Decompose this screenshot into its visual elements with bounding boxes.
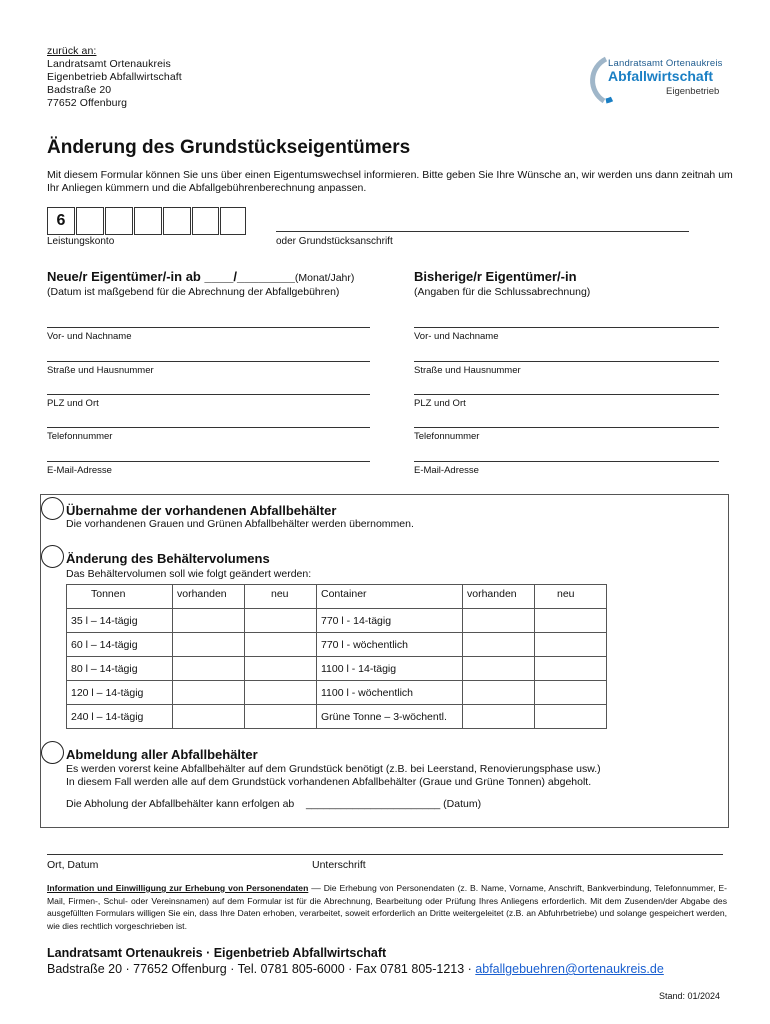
address-label: oder Grundstücksanschrift — [276, 236, 393, 247]
new-cell[interactable] — [535, 633, 607, 657]
volume-table — [66, 584, 607, 729]
new-phone-line[interactable] — [47, 427, 370, 428]
existing-cell[interactable] — [463, 657, 535, 681]
privacy-text: Die Erhebung von Personendaten (z. B. Name, Vorname, Anschrift, Bankverbindung, Telefonnummer, E-Mail, Firmen-, Schul- oder Vereinsnamen) auf dem Formular ist für die Abrechnung, Bearbeitung oder Prüfung Ihres Anliegens erforderlich. Mit dem Zusenden/der Abgabe des ausgefüllten Formulars willigen Sie ein, dass Ihre Daten erhoben, verarbeitet, soweit erforderlich an Dritte weitergeleitet (z.B. an Abfuhrbetriebe) und solange gespeichert werden, wie dies rechtlich vorgeschrieben ist. — [47, 883, 728, 931]
return-label: zurück an: — [47, 45, 97, 57]
konto-digit-1[interactable]: 6 — [47, 207, 75, 235]
sender-line: Landratsamt Ortenaukreis — [47, 58, 171, 70]
new-owner-heading-text: Neue/r Eigentümer/-in ab ____/________ — [47, 269, 295, 284]
old-street-label: Straße und Hausnummer — [414, 365, 521, 376]
old-email-label: E-Mail-Adresse — [414, 465, 479, 476]
container-cell: 770 l - 14-tägig — [317, 609, 463, 633]
signature-line[interactable] — [47, 854, 723, 855]
option-volume-radio[interactable] — [41, 545, 64, 568]
table-row — [67, 705, 607, 729]
konto-digit-box[interactable] — [163, 207, 191, 235]
signature-label: Unterschrift — [312, 859, 366, 871]
existing-cell[interactable] — [463, 681, 535, 705]
new-owner-subheading: (Datum ist maßgebend für die Abrechnung der Abfallgebühren) — [47, 286, 340, 298]
sender-line: 77652 Offenburg — [47, 97, 128, 109]
header-cell: Container — [317, 585, 463, 609]
bin-cell: 35 l – 14-tägig — [67, 609, 173, 633]
address-input-line[interactable] — [276, 231, 689, 232]
header-cell: neu — [245, 585, 317, 609]
footer-contact: Badstraße 20 · 77652 Offenburg · Tel. 0781 805-6000 · Fax 0781 805-1213 · — [47, 962, 476, 976]
old-city-label: PLZ und Ort — [414, 398, 466, 409]
existing-cell[interactable] — [463, 705, 535, 729]
bin-cell: 240 l – 14-tägig — [67, 705, 173, 729]
new-phone-label: Telefonnummer — [47, 431, 113, 442]
new-name-label: Vor- und Nachname — [47, 331, 132, 342]
option-takeover-title: Übernahme der vorhandenen Abfallbehälter — [66, 503, 337, 518]
new-cell[interactable] — [245, 609, 317, 633]
option-takeover-desc: Die vorhandenen Grauen und Grünen Abfallbehälter werden übernommen. — [66, 518, 414, 530]
privacy-dash: –– — [308, 883, 324, 893]
existing-cell[interactable] — [173, 681, 245, 705]
existing-cell[interactable] — [463, 609, 535, 633]
konto-digit-box[interactable] — [220, 207, 246, 235]
new-city-label: PLZ und Ort — [47, 398, 99, 409]
option-deregister-radio[interactable] — [41, 741, 64, 764]
page-title: Änderung des Grundstückseigentümers — [47, 137, 411, 158]
sender-line: Badstraße 20 — [47, 84, 112, 96]
option-deregister-title: Abmeldung aller Abfallbehälter — [66, 747, 258, 762]
bin-cell: 60 l – 14-tägig — [67, 633, 173, 657]
old-owner-heading: Bisherige/r Eigentümer/-in — [414, 269, 577, 284]
old-email-line[interactable] — [414, 461, 719, 462]
container-cell: 1100 l - wöchentlich — [317, 681, 463, 705]
pickup-date-row — [66, 798, 481, 811]
bin-cell: 80 l – 14-tägig — [67, 657, 173, 681]
old-phone-label: Telefonnummer — [414, 431, 480, 442]
konto-digit-box[interactable] — [105, 207, 133, 235]
new-email-label: E-Mail-Adresse — [47, 465, 112, 476]
old-name-line[interactable] — [414, 327, 719, 328]
sender-line: Eigenbetrieb Abfallwirtschaft — [47, 71, 182, 83]
footer-heading: Landratsamt Ortenaukreis · Eigenbetrieb Abfallwirtschaft — [47, 946, 387, 960]
month-year-hint: (Monat/Jahr) — [294, 272, 355, 284]
sender-address — [47, 45, 182, 110]
old-owner-subheading: (Angaben für die Schlussabrechnung) — [414, 286, 591, 298]
existing-cell[interactable] — [173, 705, 245, 729]
konto-label: Leistungskonto — [47, 236, 115, 247]
table-row — [67, 633, 607, 657]
new-cell[interactable] — [245, 633, 317, 657]
option-volume-desc: Das Behältervolumen soll wie folgt geändert werden: — [66, 568, 312, 580]
konto-digit-box[interactable] — [192, 207, 219, 235]
table-row — [67, 681, 607, 705]
bin-cell: 120 l – 14-tägig — [67, 681, 173, 705]
header-cell: neu — [535, 585, 607, 609]
logo-line-2: Abfallwirtschaft — [608, 68, 714, 84]
table-header-row — [67, 585, 607, 609]
new-cell[interactable] — [535, 681, 607, 705]
new-cell[interactable] — [245, 657, 317, 681]
pickup-label: Die Abholung der Abfallbehälter kann erfolgen ab — [66, 798, 295, 810]
new-cell[interactable] — [245, 705, 317, 729]
new-cell[interactable] — [535, 705, 607, 729]
new-email-line[interactable] — [47, 461, 370, 462]
existing-cell[interactable] — [173, 609, 245, 633]
container-cell: 1100 l - 14-tägig — [317, 657, 463, 681]
table-row — [67, 609, 607, 633]
new-cell[interactable] — [245, 681, 317, 705]
old-street-line[interactable] — [414, 361, 719, 362]
intro-text: Mit diesem Formular können Sie uns über einen Eigentumswechsel informieren. Bitte geben Sie Ihre Wünsche an, wir werden uns dann zeitnah um Ihr Anliegen kümmern und die Abfallgebührenberechnung anpassen. — [47, 169, 733, 194]
new-street-line[interactable] — [47, 361, 370, 362]
header-cell: vorhanden — [463, 585, 535, 609]
old-phone-line[interactable] — [414, 427, 719, 428]
place-date-label: Ort, Datum — [47, 859, 99, 871]
old-city-line[interactable] — [414, 394, 719, 395]
container-cell: 770 l - wöchentlich — [317, 633, 463, 657]
table-row — [67, 657, 607, 681]
new-city-line[interactable] — [47, 394, 370, 395]
option-volume-title: Änderung des Behältervolumens — [66, 551, 270, 566]
header-cell: Tonnen — [67, 585, 173, 609]
footer-address — [47, 962, 664, 976]
new-street-label: Straße und Hausnummer — [47, 365, 154, 376]
email-link[interactable]: abfallgebuehren@ortenaukreis.de — [475, 962, 664, 976]
new-name-line[interactable] — [47, 327, 370, 328]
existing-cell[interactable] — [173, 657, 245, 681]
privacy-info — [47, 882, 727, 932]
logo-line-3: Eigenbetrieb — [666, 86, 720, 97]
new-owner-heading — [47, 269, 354, 284]
new-cell[interactable] — [535, 657, 607, 681]
option-deregister-desc-1: Es werden vorerst keine Abfallbehälter auf dem Grundstück benötigt (z.B. bei Leerstand, Renovierungsphase usw.) — [66, 763, 601, 775]
new-cell[interactable] — [535, 609, 607, 633]
option-deregister-desc-2: In diesem Fall werden alle auf dem Grundstück vorhandenen Abfallbehälter (Graue und Grüne Tonnen) abgeholt. — [66, 776, 592, 788]
old-name-label: Vor- und Nachname — [414, 331, 499, 342]
logo — [578, 55, 728, 105]
privacy-heading: Information und Einwilligung zur Erhebung von Personendaten — [47, 883, 309, 893]
header-cell: vorhanden — [173, 585, 245, 609]
pickup-date-line[interactable]: _______________________ — [305, 798, 441, 810]
logo-line-1: Landratsamt Ortenaukreis — [608, 58, 723, 69]
existing-cell[interactable] — [173, 633, 245, 657]
pickup-date-hint: (Datum) — [443, 798, 482, 810]
konto-digit-box[interactable] — [76, 207, 104, 235]
container-cell: Grüne Tonne – 3-wöchentl. — [317, 705, 463, 729]
option-takeover-radio[interactable] — [41, 497, 64, 520]
version-date: Stand: 01/2024 — [658, 991, 720, 1001]
existing-cell[interactable] — [463, 633, 535, 657]
konto-digit-box[interactable] — [134, 207, 162, 235]
